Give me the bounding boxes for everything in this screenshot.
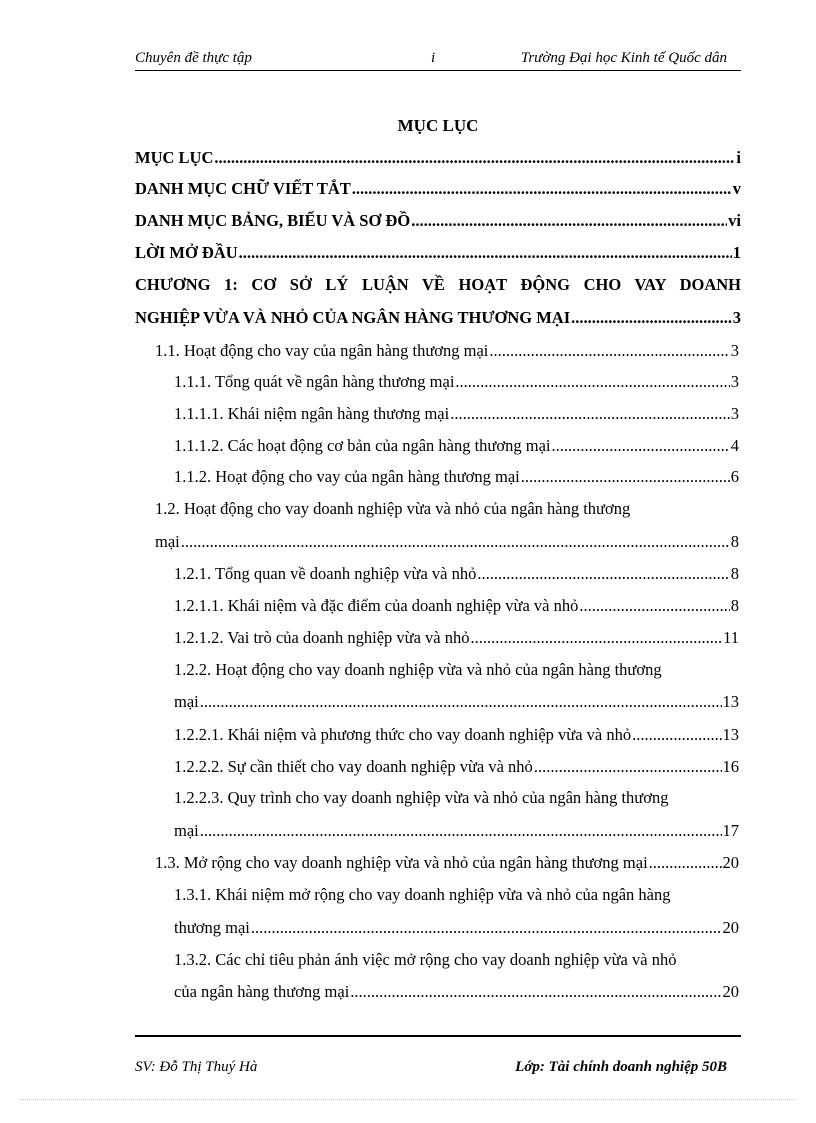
toc-entry[interactable] [174, 757, 739, 777]
toc-entry[interactable] [155, 341, 739, 361]
toc-entry-title: 1.1.2. Hoạt động cho vay của ngân hàng thương mại [174, 467, 520, 486]
toc-entry-page: 4 [730, 436, 739, 455]
toc-entry-title: 1.1.1.2. Các hoạt động cơ bản của ngân hàng thương mại [174, 436, 551, 455]
toc-entry[interactable] [155, 532, 739, 552]
toc-entry[interactable] [155, 853, 739, 873]
toc-entry-title: LỜI MỞ ĐẦU [135, 243, 238, 262]
toc-entry-title: mại [155, 532, 180, 551]
toc-entry-line1[interactable]: CHƯƠNG 1: CƠ SỞ LÝ LUẬN VỀ HOẠT ĐỘNG CHO VAY DOANH [135, 275, 741, 294]
toc-entry-line1[interactable]: 1.2.2. Hoạt động cho vay doanh nghiệp vừa và nhỏ của ngân hàng thương [174, 660, 662, 679]
toc-entry-page: 8 [730, 532, 739, 551]
toc-entry-title: 1.3. Mở rộng cho vay doanh nghiệp vừa và nhỏ của ngân hàng thương mại [155, 853, 648, 872]
toc-entry-page: 8 [730, 564, 739, 583]
toc-entry[interactable] [174, 725, 739, 745]
toc-entry[interactable] [174, 692, 739, 712]
toc-entry-line1[interactable]: 1.3.2. Các chỉ tiêu phản ánh việc mở rộng cho vay doanh nghiệp vừa và nhỏ [174, 950, 677, 969]
toc-entry[interactable] [174, 404, 739, 424]
toc-entry-page: 13 [722, 692, 739, 711]
header-page-number: i [431, 50, 436, 66]
toc-entry-page: v [732, 179, 741, 198]
toc-entry-page: i [736, 148, 741, 167]
page-edge-divider [20, 1099, 796, 1100]
footer-divider [135, 1035, 741, 1037]
toc-entry[interactable] [135, 148, 741, 168]
toc-entry-title: 1.2.1.2. Vai trò của doanh nghiệp vừa và nhỏ [174, 628, 470, 647]
toc-entry[interactable] [174, 372, 739, 392]
toc-entry-page: 8 [730, 596, 739, 615]
footer-class: Lớp: Tài chính doanh nghiệp 50B [515, 1059, 727, 1075]
toc-entry-page: 20 [722, 982, 739, 1001]
toc-entry-page: 13 [722, 725, 739, 744]
toc-entry-title: 1.1. Hoạt động cho vay của ngân hàng thương mại [155, 341, 489, 360]
toc-entry-title: 1.1.1.1. Khái niệm ngân hàng thương mại [174, 404, 450, 423]
toc-entry[interactable] [174, 918, 739, 938]
toc-entry[interactable] [174, 821, 739, 841]
toc-entry[interactable] [174, 596, 739, 616]
toc-entry-title: 1.2.2.1. Khái niệm và phương thức cho vay doanh nghiệp vừa và nhỏ [174, 725, 632, 744]
toc-entry-line1[interactable]: 1.2.2.3. Quy trình cho vay doanh nghiệp vừa và nhỏ của ngân hàng thương [174, 788, 669, 807]
toc-entry-page: 11 [723, 628, 739, 647]
toc-entry-page: 16 [722, 757, 739, 776]
toc-entry[interactable] [174, 628, 739, 648]
header-left: Chuyên đề thực tập [135, 50, 252, 66]
toc-entry-page: 3 [730, 372, 739, 391]
toc-entry[interactable] [135, 243, 741, 263]
toc-entry-title: 1.2.1. Tổng quan về doanh nghiệp vừa và nhỏ [174, 564, 477, 583]
toc-entry-title: mại [174, 821, 199, 840]
toc-entry-page: vi [728, 211, 741, 230]
toc-entry-page: 20 [722, 853, 739, 872]
toc-entry[interactable] [174, 467, 739, 487]
toc-entry[interactable] [174, 982, 739, 1002]
toc-entry[interactable] [174, 436, 739, 456]
toc-entry-title: của ngân hàng thương mại [174, 982, 350, 1001]
toc-entry-title: 1.2.1.1. Khái niệm và đặc điểm của doanh nghiệp vừa và nhỏ [174, 596, 579, 615]
toc-entry[interactable] [135, 308, 741, 328]
toc-entry-title: 1.1.1. Tổng quát về ngân hàng thương mại [174, 372, 455, 391]
page-title: MỤC LỤC [397, 116, 479, 135]
toc-entry-title: thương mại [174, 918, 250, 937]
toc-entry-page: 3 [730, 341, 739, 360]
toc-entry-title: DANH MỤC CHỮ VIẾT TẮT [135, 179, 351, 198]
header-right: Trường Đại học Kinh tế Quốc dân [520, 50, 727, 66]
toc-entry-page: 17 [722, 821, 739, 840]
toc-entry-page: 6 [730, 467, 739, 486]
toc-entry-line1[interactable]: 1.2. Hoạt động cho vay doanh nghiệp vừa và nhỏ của ngân hàng thương [155, 499, 631, 518]
toc-entry-page: 20 [722, 918, 739, 937]
toc-entry-title: mại [174, 692, 199, 711]
toc-entry-title: DANH MỤC BẢNG, BIỂU VÀ SƠ ĐỒ [135, 211, 411, 230]
toc-entry-title: 1.2.2.2. Sự cần thiết cho vay doanh nghiệp vừa và nhỏ [174, 757, 533, 776]
toc-entry-title: NGHIỆP VỪA VÀ NHỎ CỦA NGÂN HÀNG THƯƠNG MẠI [135, 308, 571, 327]
footer-student: SV: Đỗ Thị Thuý Hà [135, 1059, 258, 1075]
toc-entry-page: 3 [732, 308, 741, 327]
toc-entry-page: 1 [732, 243, 741, 262]
toc-entry-title: MỤC LỤC [135, 148, 214, 167]
toc-entry[interactable] [135, 179, 741, 199]
toc-entry[interactable] [174, 564, 739, 584]
toc-entry-line1[interactable]: 1.3.1. Khái niệm mở rộng cho vay doanh nghiệp vừa và nhỏ của ngân hàng [174, 885, 671, 904]
toc-entry-page: 3 [730, 404, 739, 423]
toc-entry[interactable] [135, 211, 741, 231]
